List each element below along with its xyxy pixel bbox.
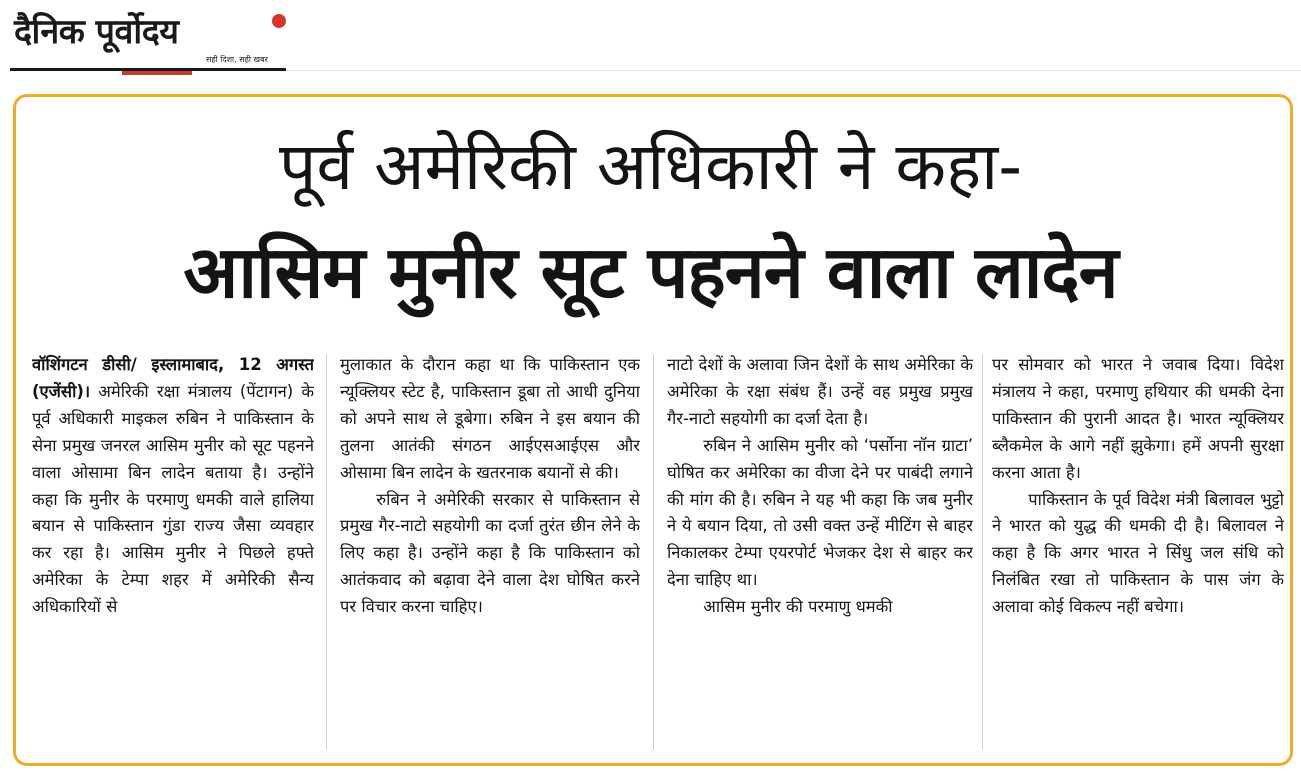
header-divider [286, 70, 1301, 71]
column-divider [982, 354, 983, 750]
logo-dot-icon [272, 14, 286, 28]
headline-kicker: पूर्व अमेरिकी अधिकारी ने कहा- [278, 128, 1023, 205]
dateline: वॉशिंगटन डीसी/ इस्लामाबाद, 12 अगस्त (एजेंसी)। [32, 355, 314, 401]
article-paragraph: आसिम मुनीर की परमाणु धमकी [703, 597, 893, 617]
article-paragraph [32, 352, 314, 621]
headline-main: आसिम मुनीर सूट पहनने वाला लादेन [183, 230, 1118, 314]
masthead-logo [10, 6, 286, 72]
article-paragraph: मुलाकात के दौरान कहा था कि पाकिस्तान एक न्यूक्लियर स्टेट है, पाकिस्तान डूबा तो आधी दुनिया को अपने साथ ले डूबेगा। रुबिन ने इस बयान की तुलना आतंकी संगठन आईएसआईएस और ओसामा बिन लादेन के खतरनाक बयानों से की। [340, 355, 640, 482]
article-column-4 [992, 352, 1284, 754]
article-column-1 [32, 352, 314, 754]
column-divider [653, 354, 654, 750]
masthead-accent-bar [122, 71, 192, 75]
newspaper-tagline: सही दिशा, सही खबर [206, 55, 268, 64]
column-text: अमेरिकी रक्षा मंत्रालय (पेंटागन) के पूर्व अधिकारी माइकल रुबिन ने पाकिस्तान के सेना प्रमुख जनरल आसिम मुनीर को सूट पहनने वाला ओसामा बिन लादेन बताया है। उन्होंने कहा कि मुनीर के परमाणु धमकी वाले हालिया बयान से पाकिस्तान गुंडा राज्य जैसा व्यवहार कर रहा है। आसिम मुनीर ने पिछले हफ्ते अमेरिका के टेम्पा शहर में अमेरिकी सैन्य अधिकारियों से [32, 381, 314, 617]
article-paragraph: रुबिन ने अमेरिकी सरकार से पाकिस्तान से प्रमुख गैर-नाटो सहयोगी का दर्जा तुरंत छीन लेने के लिए कहा है। उन्होंने कहा है कि पाकिस्तान को आतंकवाद को बढ़ावा देने वाला देश घोषित करने पर विचार करना चाहिए। [340, 489, 640, 617]
newspaper-name: दैनिक पूर्वोदय [14, 12, 179, 52]
article-paragraph: पाकिस्तान के पूर्व विदेश मंत्री बिलावल भुट्टो ने भारत को युद्ध की धमकी दी है। बिलावल ने कहा है कि अगर भारत ने सिंधु जल संधि को निलंबित रखा तो पाकिस्तान के पास जंग के अलावा कोई विकल्प नहीं बचेगा। [992, 489, 1284, 617]
article-column-3 [667, 352, 973, 754]
article-column-2 [340, 352, 640, 754]
column-divider [326, 354, 327, 750]
article-paragraph: रुबिन ने आसिम मुनीर को ‘पर्सोना नॉन ग्राटा’ घोषित कर अमेरिका का वीजा देने पर पाबंदी लगाने की मांग की है। रुबिन ने यह भी कहा कि जब मुनीर ने ये बयान दिया, तो उसी वक्त उन्हें मीटिंग से बाहर निकालकर टेम्पा एयरपोर्ट भेजकर देश से बाहर कर देना चाहिए था। [667, 435, 973, 590]
article-paragraph: नाटो देशों के अलावा जिन देशों के साथ अमेरिका के अमेरिका के रक्षा संबंध हैं। उन्हें वह प्रमुख प्रमुख गैर-नाटो सहयोगी का दर्जा देता है। [667, 355, 973, 428]
article-paragraph: पर सोमवार को भारत ने जवाब दिया। विदेश मंत्रालय ने कहा, परमाणु हथियार की धमकी देना पाकिस्तान की पुरानी आदत है। भारत न्यूक्लियर ब्लैकमेल के आगे नहीं झुकेगा। हमें अपनी सुरक्षा करना आता है। [992, 355, 1284, 482]
